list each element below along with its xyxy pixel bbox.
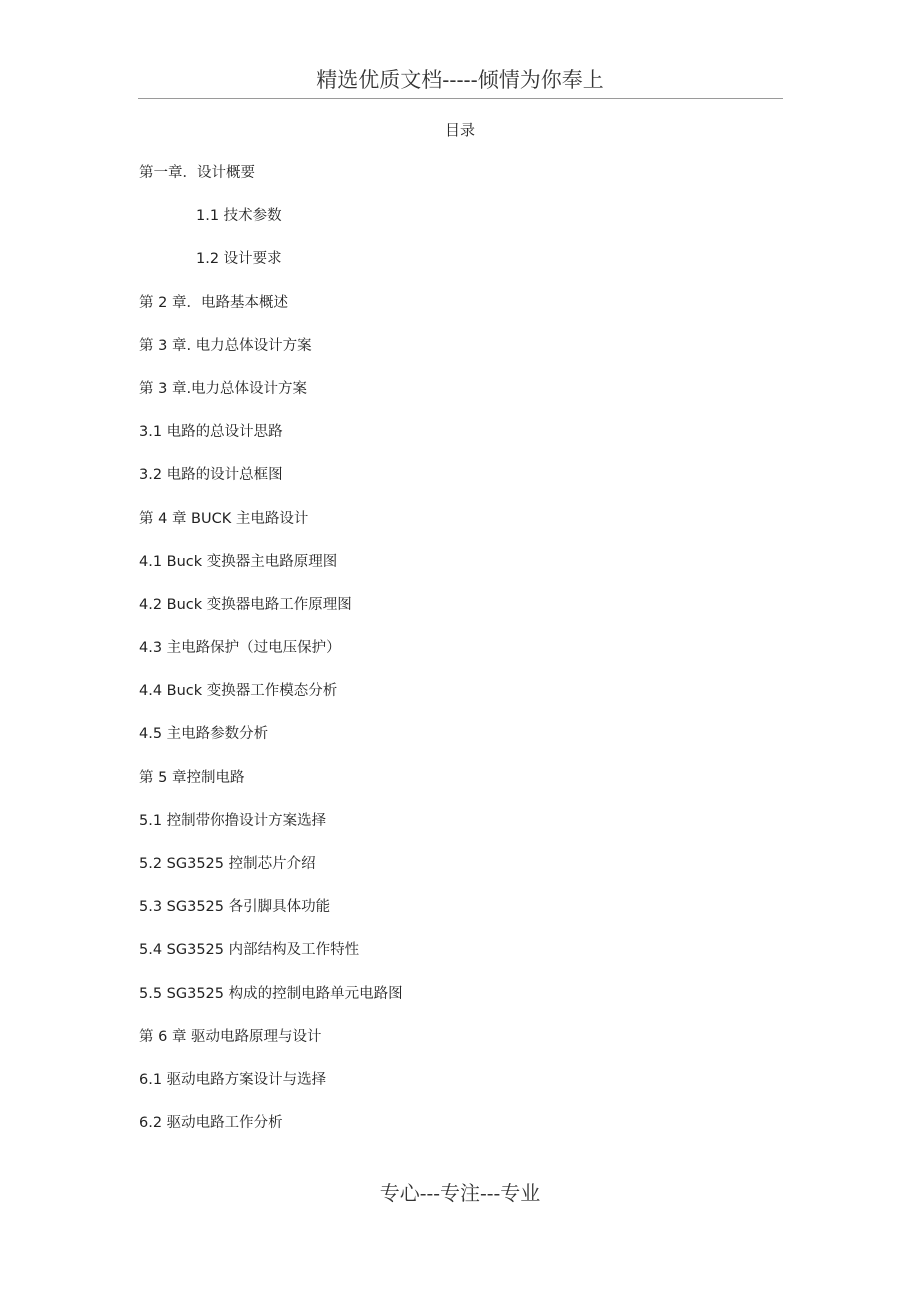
toc-entry: 4.3 主电路保护（过电压保护） (139, 640, 341, 657)
page-header: 精选优质文档-----倾情为你奉上 (316, 68, 604, 92)
toc-entry: 5.1 控制带你撸设计方案选择 (139, 812, 327, 829)
toc-entry: 5.2 SG3525 控制芯片介绍 (139, 856, 316, 872)
toc-entry: 5.5 SG3525 构成的控制电路单元电路图 (139, 985, 403, 1002)
toc-entry: 第 3 章. 电力总体设计方案 (139, 337, 312, 354)
header-divider (138, 98, 783, 99)
toc-entry: 第 3 章.电力总体设计方案 (139, 380, 308, 397)
toc-entry: 4.1 Buck 变换器主电路原理图 (139, 553, 338, 570)
toc-entry: 3.2 电路的设计总框图 (139, 467, 283, 484)
toc-entry: 4.4 Buck 变换器工作模态分析 (139, 683, 338, 700)
page-footer: 专心---专注---专业 (379, 1181, 541, 1205)
toc-entry: 4.2 Buck 变换器电路工作原理图 (139, 596, 352, 613)
toc-entry: 第 6 章 驱动电路原理与设计 (139, 1028, 322, 1045)
toc-entry: 第 4 章 BUCK 主电路设计 (139, 510, 309, 527)
toc-entry: 第 2 章．电路基本概述 (139, 294, 288, 311)
toc-entry: 第 5 章控制电路 (139, 769, 245, 786)
toc-entry: 5.4 SG3525 内部结构及工作特性 (139, 942, 360, 959)
toc-title: 目录 (444, 121, 475, 139)
toc-entry: 1.1 技术参数 (196, 208, 282, 225)
toc-entry: 第一章．设计概要 (139, 165, 255, 181)
toc-list (139, 162, 779, 1155)
toc-entry: 6.1 驱动电路方案设计与选择 (139, 1071, 327, 1088)
toc-entry: 4.5 主电路参数分析 (139, 726, 269, 743)
toc-entry: 5.3 SG3525 各引脚具体功能 (139, 899, 331, 916)
toc-entry: 6.2 驱动电路工作分析 (139, 1115, 283, 1132)
toc-entry: 3.1 电路的总设计思路 (139, 424, 283, 441)
toc-entry: 1.2 设计要求 (196, 251, 282, 268)
